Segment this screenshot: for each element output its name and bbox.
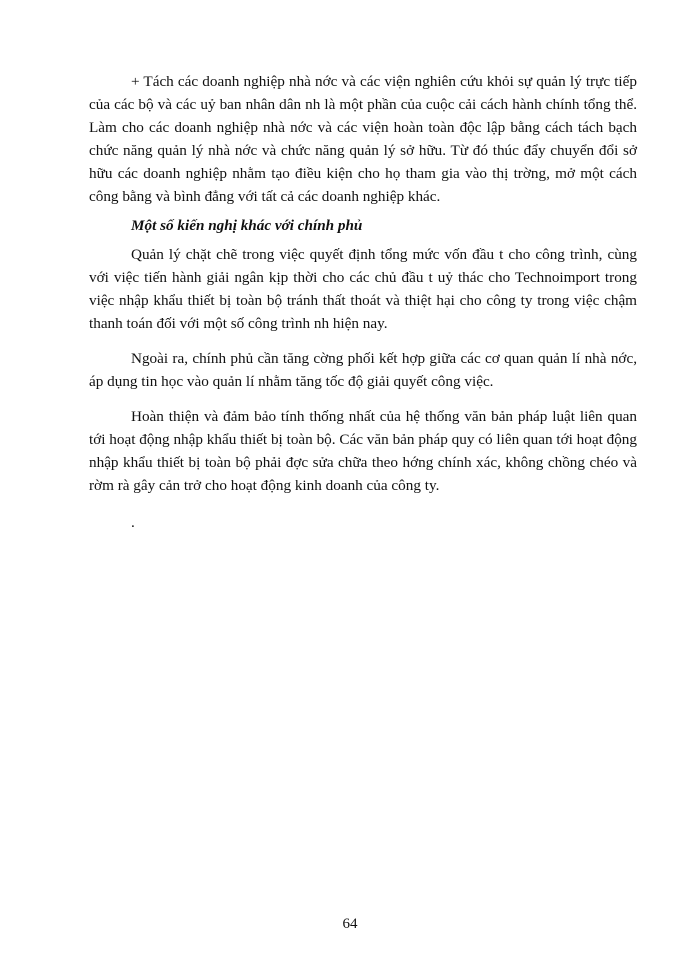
page-number: 64 bbox=[342, 916, 358, 932]
trailing-period: . bbox=[131, 514, 135, 531]
document-body bbox=[89, 70, 637, 534]
paragraph-restructuring: + Tách các doanh nghiệp nhà nớc và các viện nghiên cứu khỏi sự quản lý trực tiếp của các bộ và các uỷ ban nhân dân nh là một phần của cuộc cải cách hành chính tổng thể. Làm cho các doanh nghiệp nhà nớc và các viện hoàn toàn độc lập bằng cách tách bạch chức năng quản lý nhà nớc và chức năng quản lý sở hữu. Từ đó thúc đẩy chuyển đổi sở hữu các doanh nghiệp nhằm tạo điều kiện cho họ tham gia vào thị trờng, mở một cách công bằng và bình đẳng với tất cả các doanh nghiệp khác. bbox=[89, 73, 637, 205]
section-heading: Một số kiến nghị khác với chính phủ bbox=[131, 217, 363, 234]
paragraph-capital-management: Quản lý chặt chẽ trong việc quyết định tổng mức vốn đầu t cho công trình, cùng với việc tiến hành giải ngân kịp thời cho các chủ đầu t uỷ thác cho Technoimport trong việc nhập khẩu thiết bị toàn bộ tránh thất thoát và thiệt hại cho công ty trong việc chậm thanh toán đối với một số công trình nh hiện nay. bbox=[89, 246, 637, 332]
paragraph-legal-system: Hoàn thiện và đảm bảo tính thống nhất của hệ thống văn bản pháp luật liên quan tới hoạt động nhập khẩu thiết bị toàn bộ. Các văn bản pháp quy có liên quan tới hoạt động nhập khẩu thiết bị toàn bộ phải đợc sửa chữa theo hớng chính xác, không chồng chéo và rờm rà gây cản trở cho hoạt động kinh doanh của công ty. bbox=[89, 408, 637, 494]
paragraph-coordination: Ngoài ra, chính phủ cần tăng cờng phối kết hợp giữa các cơ quan quản lí nhà nớc, áp dụng tin học vào quản lí nhằm tăng tốc độ giải quyết công việc. bbox=[89, 350, 637, 390]
